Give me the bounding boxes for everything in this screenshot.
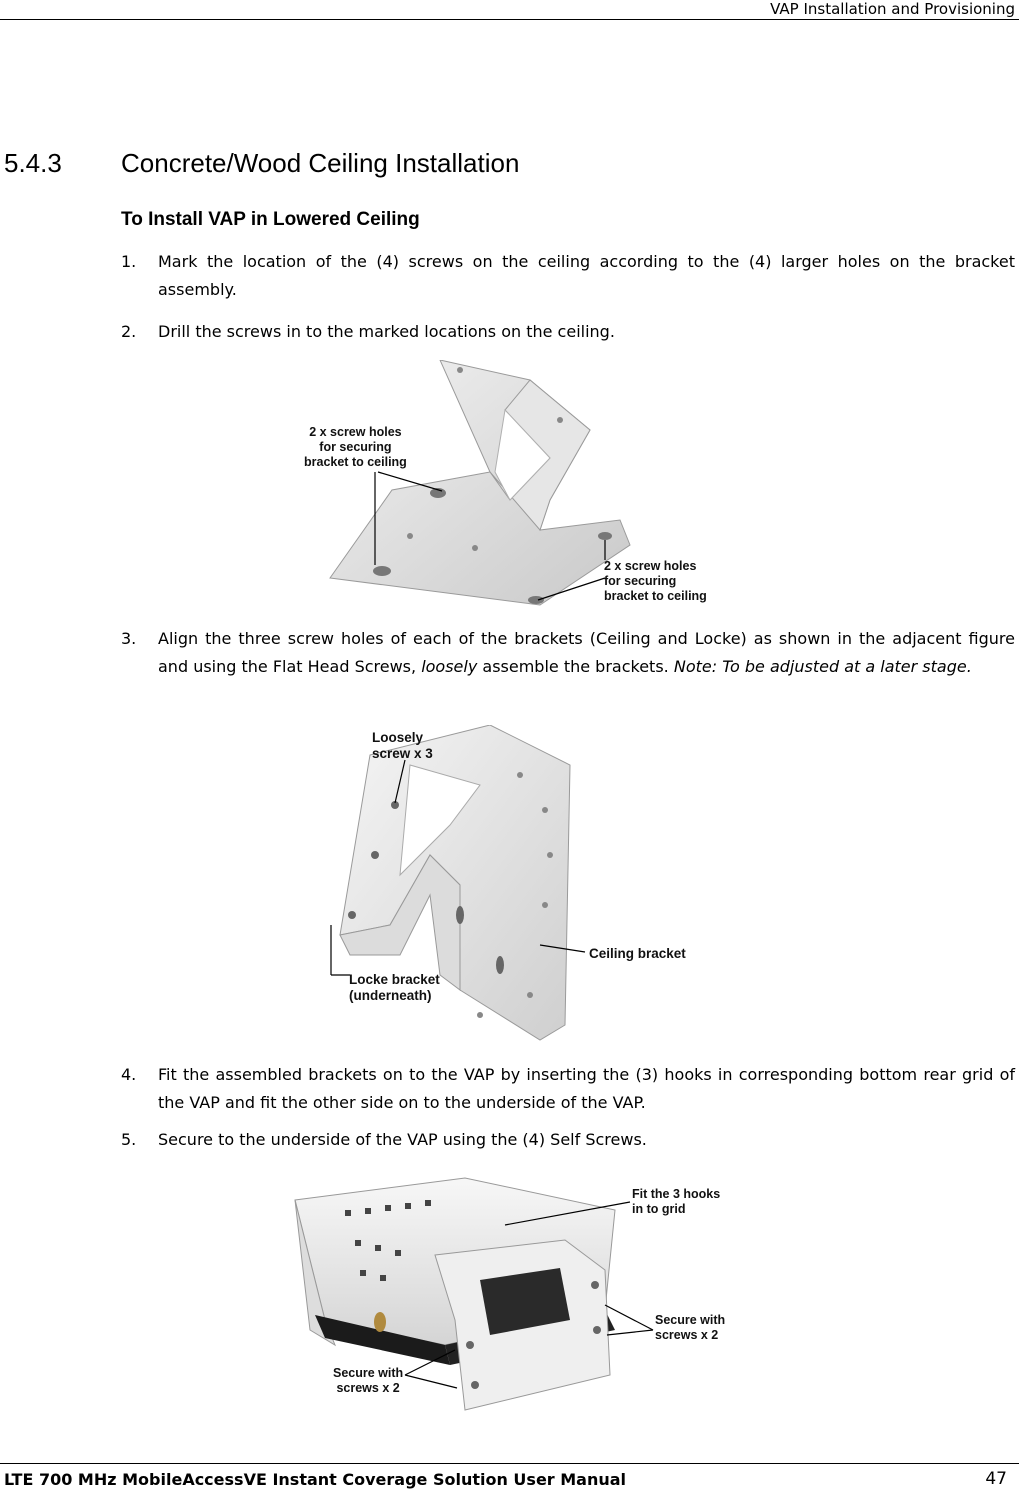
callout-locke-bracket: Locke bracket (underneath) [349, 972, 440, 1003]
step-text: Mark the location of the (4) screws on the ceiling according to the (4) larger holes on the bracket assembly. [158, 252, 1015, 299]
callout-loosely: Loosely screw x 3 [372, 730, 433, 761]
callout-secure-left: Secure with screws x 2 [333, 1366, 404, 1395]
page-number: 47 [985, 1469, 1007, 1489]
step-number: 4. [121, 1065, 137, 1084]
section-heading [4, 148, 519, 179]
step-number: 2. [121, 322, 137, 341]
step-5 [121, 1126, 1015, 1154]
step-number: 3. [121, 629, 137, 648]
procedure-heading: To Install VAP in Lowered Ceiling [121, 209, 420, 230]
step-4 [121, 1061, 1015, 1117]
step-text: Align the three screw holes of each of the brackets (Ceiling and Locke) as shown in the adjacent figure and using the Flat Head Screws, loosely assemble the brackets. Note: To be adjusted at a later stage. [158, 629, 1015, 676]
callout-secure-right: Secure with screws x 2 [655, 1313, 726, 1342]
step-text: Secure to the underside of the VAP using the (4) Self Screws. [158, 1130, 647, 1149]
step-2 [121, 318, 1015, 346]
header-rule [0, 19, 1019, 20]
step-number: 1. [121, 252, 137, 271]
footer-title: LTE 700 MHz MobileAccessVE Instant Coverage Solution User Manual [4, 1470, 627, 1489]
footer-rule [0, 1463, 1019, 1464]
section-title: Concrete/Wood Ceiling Installation [121, 148, 520, 178]
step-text: Drill the screws in to the marked locations on the ceiling. [158, 322, 615, 341]
callout-ceiling-bracket: Ceiling bracket [589, 946, 686, 961]
callout-holes-right: 2 x screw holes for securing bracket to ceiling [604, 559, 707, 603]
step-number: 5. [121, 1130, 137, 1149]
callout-holes-left: 2 x screw holes for securing bracket to ceiling [304, 425, 407, 469]
step-1 [121, 248, 1015, 304]
step-text: Fit the assembled brackets on to the VAP by inserting the (3) hooks in corresponding bottom rear grid of the VAP and fit the other side on to the underside of the VAP. [158, 1065, 1015, 1112]
section-number: 5.4.3 [4, 148, 62, 178]
step-3 [121, 625, 1015, 681]
callout-fit-hooks: Fit the 3 hooks in to grid [632, 1187, 721, 1216]
running-header: VAP Installation and Provisioning [770, 0, 1015, 18]
